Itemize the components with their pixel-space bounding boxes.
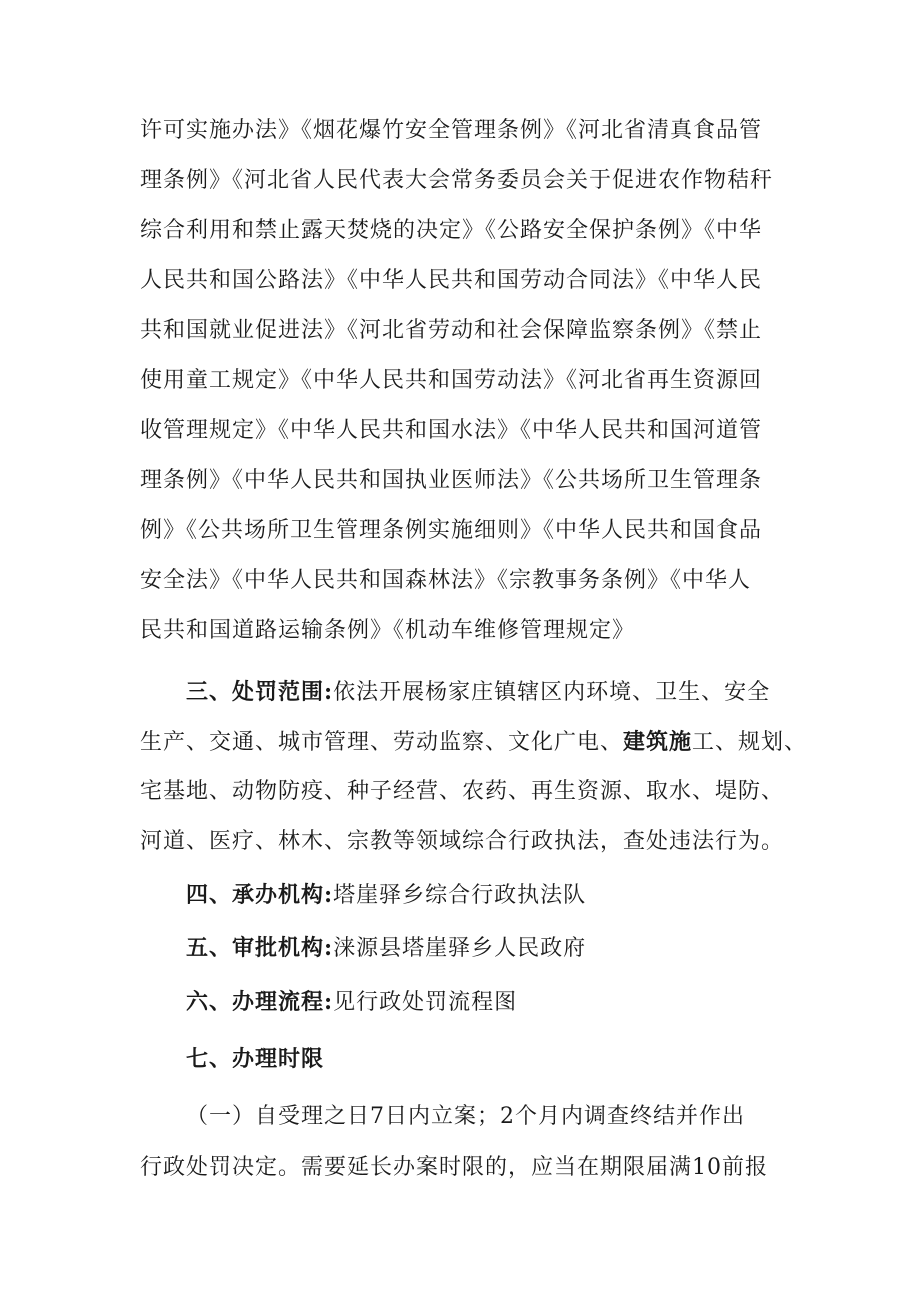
section3-text-2c: 工、规划、 [692,730,808,755]
section6-colon: : [324,989,334,1015]
section4-text: 塔崖驿乡综合行政执法队 [333,883,587,908]
section3-text-2b: 建筑施 [623,729,693,755]
laws-line-9: 例》《公共场所卫生管理条例实施细则》《中华人民共和国食品 [140,518,763,543]
laws-line-1: 许可实施办法》《烟花爆竹安全管理条例》《河北省清真食品管 [140,118,763,143]
laws-line-10: 安全法》《中华人民共和国森林法》《宗教事务条例》《中华人 [140,568,752,593]
item1-line-1: （一）自受理之日7日内立案；2个月内调查终结并作出 [186,1104,745,1129]
section5-colon: : [324,935,334,961]
section3-line-2 [140,727,807,758]
section6-heading: 六、办理流程 [186,989,325,1015]
section7-heading: 七、办理时限 [186,1046,325,1072]
laws-line-4: 人民共和国公路法》《中华人民共和国劳动合同法》《中华人民 [140,268,763,293]
section5-text: 涞源县塔崖驿乡人民政府 [333,936,587,961]
section5-line [186,933,586,964]
section3-text-2a: 生产、交通、城市管理、劳动监察、文化广电、 [140,730,624,755]
laws-line-8: 理条例》《中华人民共和国执业医师法》《公共场所卫生管理条 [140,468,763,493]
section3-line-3: 宅基地、动物防疫、种子经营、农药、再生资源、取水、堤防、 [140,779,785,804]
laws-line-11: 民共和国道路运输条例》《机动车维修管理规定》 [140,618,636,643]
section6-line [186,987,517,1018]
section4-line [186,880,586,911]
laws-line-3: 综合利用和禁止露天焚烧的决定》《公路安全保护条例》《中华 [140,218,763,243]
section3-colon: : [324,679,334,705]
section3-line-1 [186,677,770,708]
section4-heading: 四、承办机构 [186,882,325,908]
section3-line-4: 河道、医疗、林木、宗教等领域综合行政执法，查处违法行为。 [140,829,785,854]
laws-line-7: 收管理规定》《中华人民共和国水法》《中华人民共和国河道管 [140,418,763,443]
item1-line-2: 行政处罚决定。需要延长办案时限的，应当在期限届满10前报 [140,1155,768,1180]
section5-heading: 五、审批机构 [186,935,325,961]
laws-line-2: 理条例》《河北省人民代表大会常务委员会关于促进农作物秸秆 [140,168,774,193]
laws-line-6: 使用童工规定》《中华人民共和国劳动法》《河北省再生资源回 [140,368,763,393]
laws-line-5: 共和国就业促进法》《河北省劳动和社会保障监察条例》《禁止 [140,318,763,343]
section3-text-1: 依法开展杨家庄镇辖区内环境、卫生、安全 [333,680,771,705]
section4-colon: : [324,882,334,908]
section6-text: 见行政处罚流程图 [333,990,518,1015]
section3-heading: 三、处罚范围 [186,679,325,705]
